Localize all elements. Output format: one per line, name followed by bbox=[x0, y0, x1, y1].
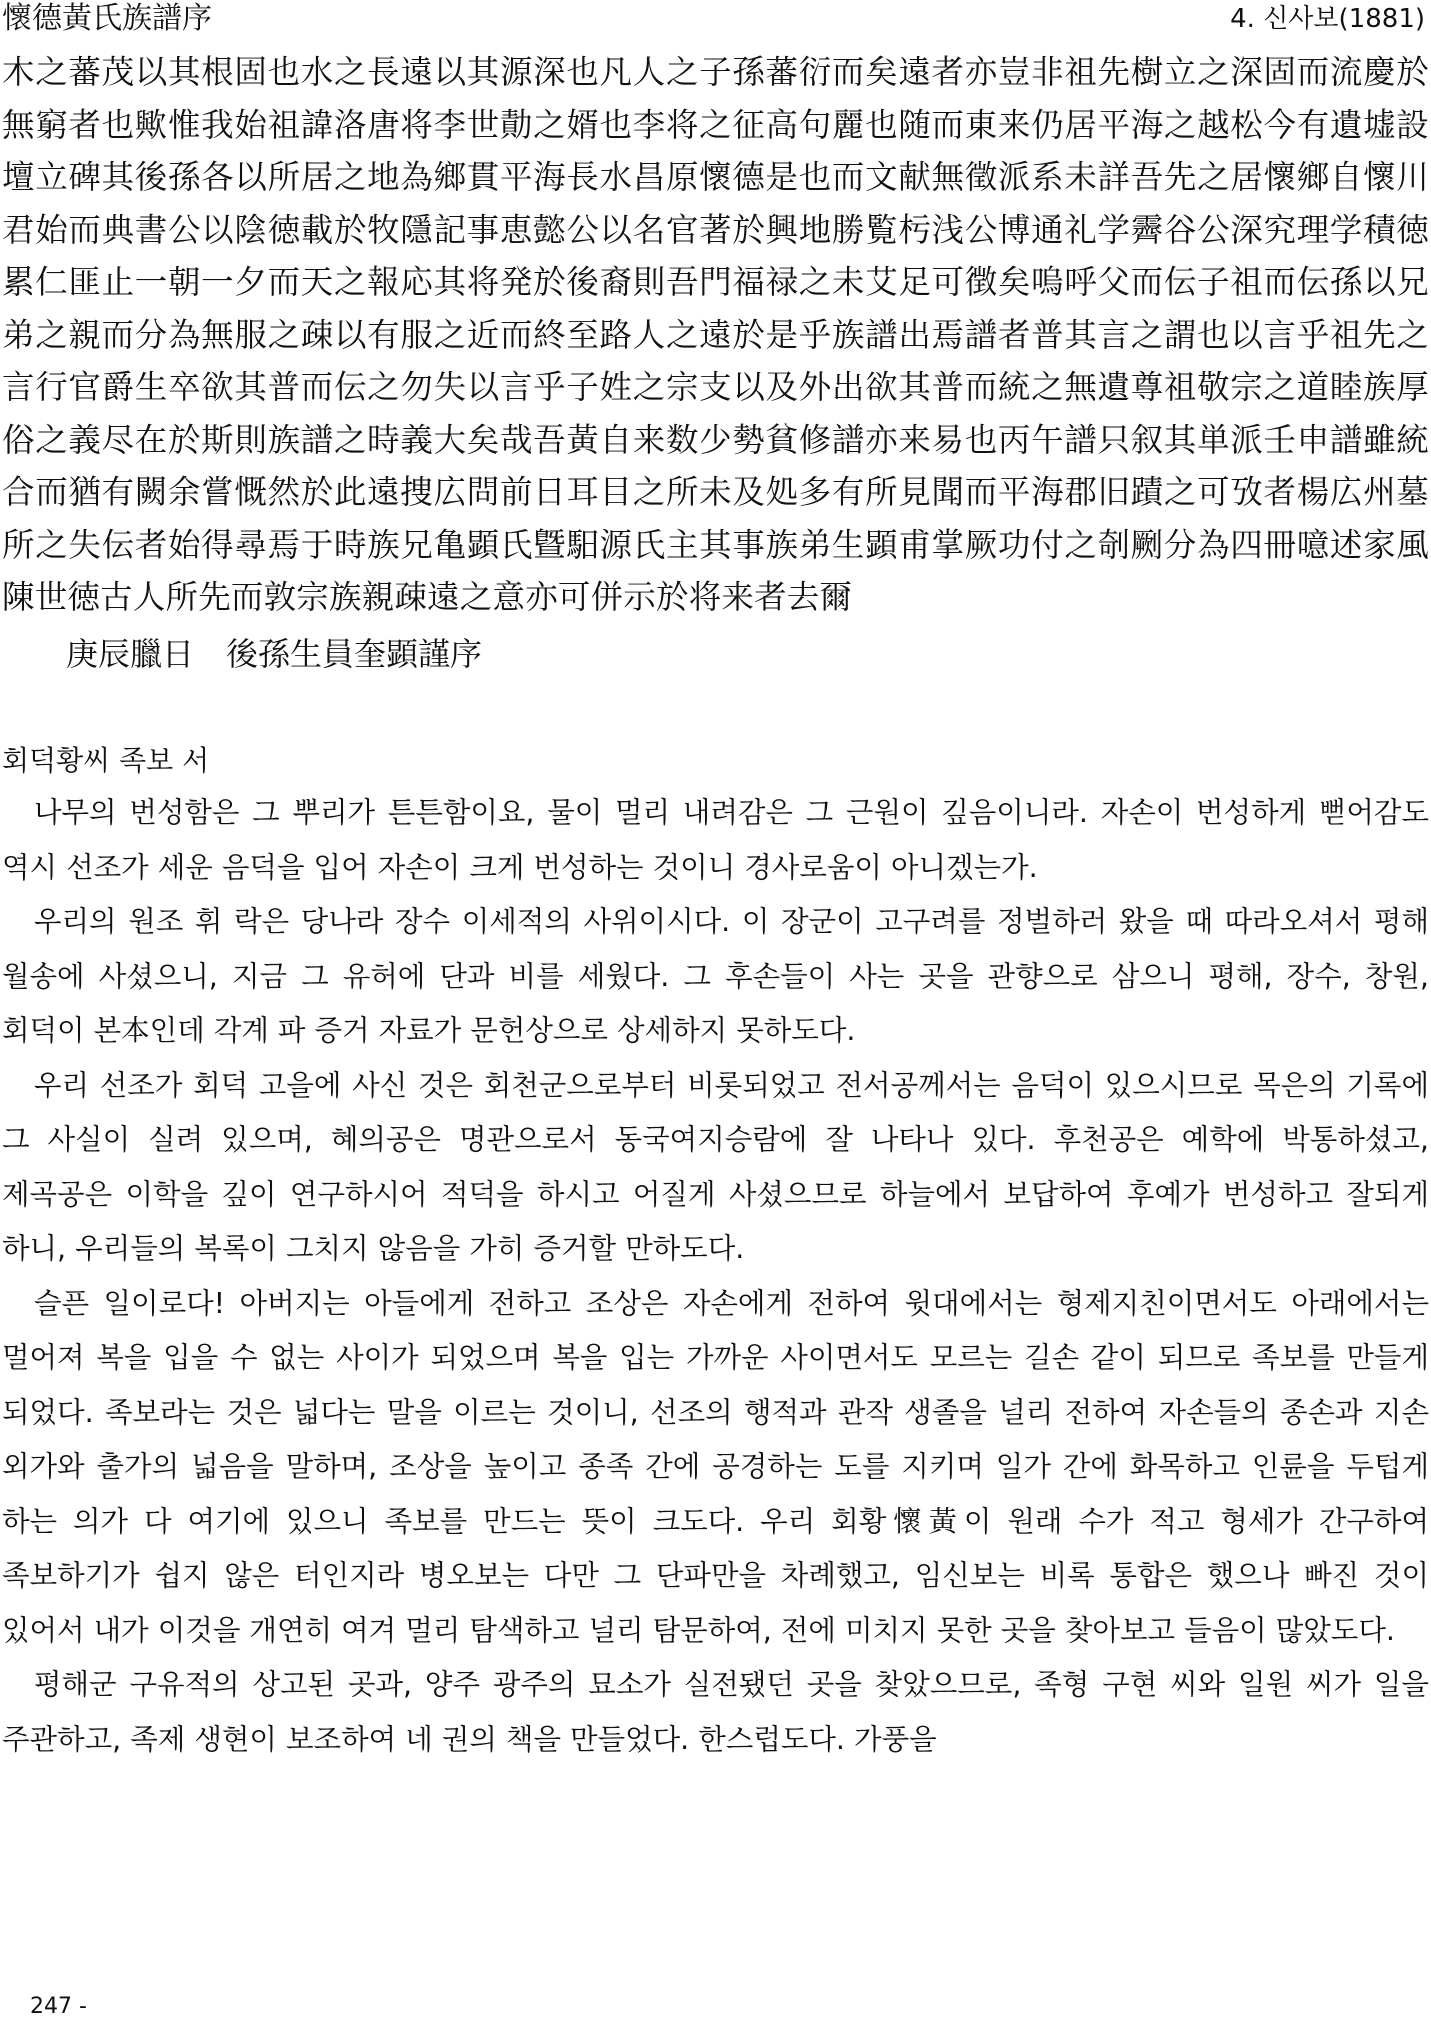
running-section: 4. 신사보(1881) bbox=[1230, 4, 1425, 34]
translation-paragraph: 슬픈 일이로다! 아버지는 아들에게 전하고 조상은 자손에게 전하여 윗대에서는 형제지친이면서도 아래에서는 멀어져 복을 입을 수 없는 사이가 되었으며 복을 입는 가까운 사이면서도 모르는 길손 같이 되므로 족보를 만들게 되었다. 족보라는 것은 넓다는 말을 이르는 것이니, 선조의 행적과 관작 생졸을 널리 전하여 자손들의 종손과 지손 외가와 출가의 넓음을 말하며, 조상을 높이고 종족 간에 공경하는 도를 지키며 일가 간에 화목하고 인륜을 두텁게 하는 의가 다 여기에 있으니 족보를 만드는 뜻이 크도다. 우리 회황懷黃이 원래 수가 적고 형세가 간구하여 족보하기가 쉽지 않은 터인지라 병오보는 다만 그 단파만을 차례했고, 임신보는 비록 통합은 했으나 빠진 것이 있어서 내가 이것을 개연히 여겨 멀리 탐색하고 널리 탐문하여, 전에 미치지 못한 곳을 찾아보고 들음이 많았도다. bbox=[2, 1286, 1429, 1647]
translation-body bbox=[2, 786, 1429, 1767]
translation-paragraph: 평해군 구유적의 상고된 곳과, 양주 광주의 묘소가 실전됐던 곳을 찾았으므로, 족형 구현 씨와 일원 씨가 일을 주관하고, 족제 생현이 보조하여 네 권의 책을 만들었다. 한스럽도다. 가풍을 bbox=[2, 1668, 1429, 1756]
preface-signature: 庚辰臘日 後孫生員奎顕謹序 bbox=[66, 635, 483, 673]
page-number: 247 - bbox=[26, 1993, 91, 2021]
running-title: 懷德黃氏族譜序 bbox=[2, 1, 212, 36]
translation-title: 회덕황씨 족보 서 bbox=[2, 744, 210, 777]
preface-hanmun-text: 木之蕃茂以其根固也水之長遠以其源深也凡人之子孫蕃衍而矣遠者亦豈非祖先樹立之深固而流慶於無窮者也歟惟我始祖諱洛唐将李世勣之婿也李将之征高句麗也随而東来仍居平海之越松今有遺墟設壇立碑其後孫各以所居之地為鄉貫平海長水昌原懷德是也而文献無徵派系未詳吾先之居懷鄉自懷川君始而典書公以陰徳載於牧隱記事恵懿公以名官著於興地勝覧杇浅公博通礼学霽谷公深究理学積徳累仁匪止一朝一夕而天之報応其将発於後裔則吾門福禄之未艾足可徴矣嗚呼父而伝子祖而伝孫以兄弟之親而分為無服之疎以有服之近而終至路人之遠於是乎族譜出焉譜者普其言之謂也以言乎祖先之言行官爵生卒欲其普而伝之勿失以言乎子姓之宗支以及外出欲其普而統之無遺尊祖敬宗之道睦族厚俗之義尽在於斯則族譜之時義大矣哉吾黃自来数少勢貧修譜亦来易也丙午譜只叙其単派壬申譜雖統合而猶有闕余嘗慨然於此遠捜広問前日耳目之所未及処多有所見聞而平海郡旧蹟之可攷者楊広州墓所之失伝者始得尋焉于時族兄亀顕氏曁馹源氏主其事族弟生顕甫掌厥功付之剞劂分為四冊噫述家風陳世徳古人所先而敦宗族親疎遠之意亦可併示於将来者去爾 bbox=[2, 53, 1429, 616]
translation-paragraph: 우리 선조가 회덕 고을에 사신 것은 회천군으로부터 비롯되었고 전서공께서는 음덕이 있으시므로 목은의 기록에 그 사실이 실려 있으며, 혜의공은 명관으로서 동국여지승람에 잘 나타나 있다. 후천공은 예학에 박통하셨고, 제곡공은 이학을 깊이 연구하시어 적덕을 하시고 어질게 사셨으므로 하늘에서 보답하여 후예가 번성하고 잘되게 하니, 우리들의 복록이 그치지 않음을 가히 증거할 만하도다. bbox=[2, 1068, 1429, 1265]
translation-paragraph: 나무의 번성함은 그 뿌리가 튼튼함이요, 물이 멀리 내려감은 그 근원이 깊음이니라. 자손이 번성하게 뻗어감도 역시 선조가 세운 음덕을 입어 자손이 크게 번성하는 것이니 경사로움이 아니겠는가. bbox=[2, 796, 1429, 884]
translation-paragraph: 우리의 원조 휘 락은 당나라 장수 이세적의 사위이시다. 이 장군이 고구려를 정벌하러 왔을 때 따라오셔서 평해 월송에 사셨으니, 지금 그 유허에 단과 비를 세웠다. 그 후손들이 사는 곳을 관향으로 삼으니 평해, 장수, 창원, 회덕이 본本인데 각계 파 증거 자료가 문헌상으로 상세하지 못하도다. bbox=[2, 905, 1429, 1047]
